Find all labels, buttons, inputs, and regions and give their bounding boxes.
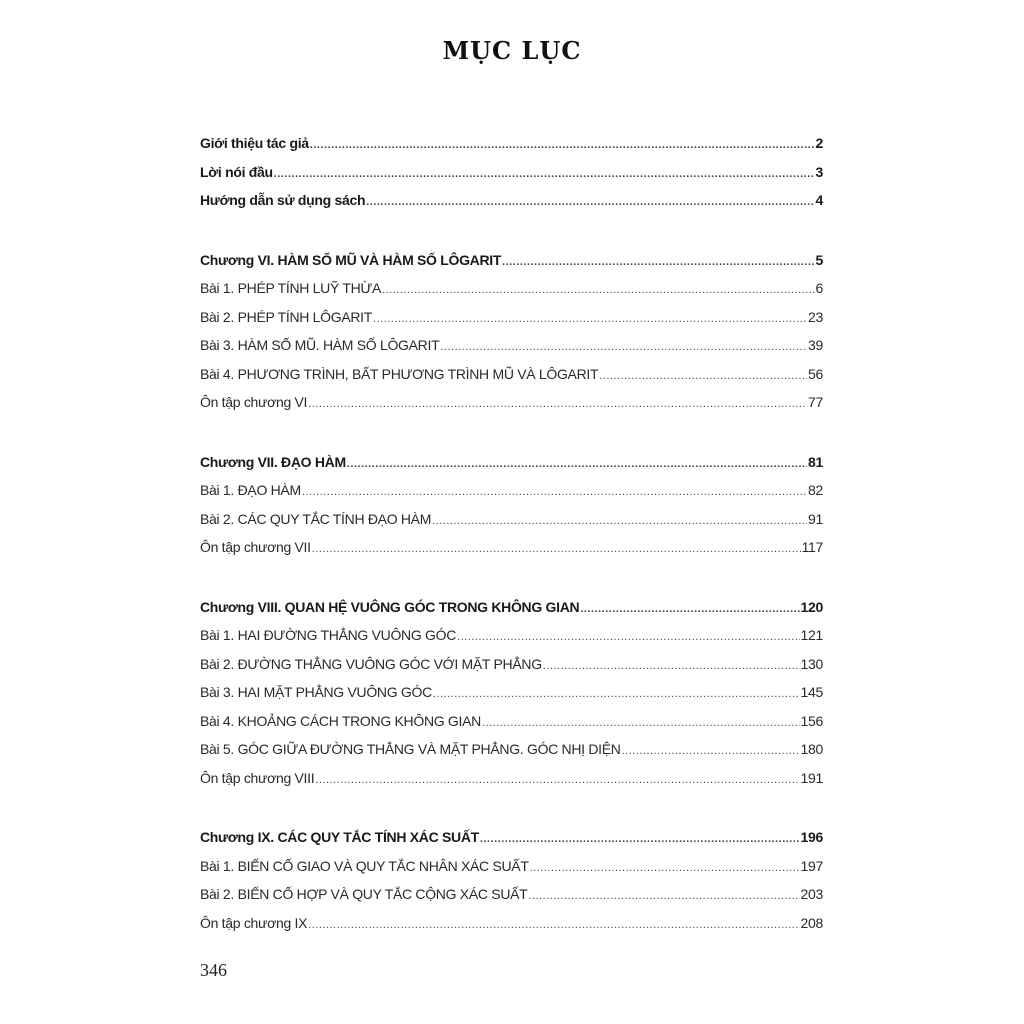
entry-label: Bài 3. HÀM SỐ MŨ. HÀM SỐ LÔGARIT xyxy=(200,337,440,353)
entry-page-number: 117 xyxy=(801,539,823,555)
dot-leader xyxy=(310,131,815,160)
entry-label: Bài 2. PHÉP TÍNH LÔGARIT xyxy=(200,308,373,325)
dot-leader xyxy=(308,911,799,940)
entry-page-number: 81 xyxy=(808,453,823,470)
dot-leader xyxy=(440,333,807,362)
entry-page-number: 82 xyxy=(808,482,823,498)
toc-entry xyxy=(200,764,823,793)
entry-page-number: 91 xyxy=(808,510,823,527)
entry-page-number: 77 xyxy=(808,394,823,410)
entry-label: Bài 5. GÓC GIỮA ĐƯỜNG THẲNG VÀ MẶT PHẲNG. GÓC NHỊ DIỆN xyxy=(200,741,621,757)
entry-page-number: 5 xyxy=(815,251,823,268)
entry-page-number: 208 xyxy=(800,914,823,931)
dot-leader xyxy=(366,188,814,217)
entry-label: Bài 1. BIẾN CỐ GIAO VÀ QUY TẮC NHÂN XÁC SUẤT xyxy=(200,857,529,874)
dot-leader xyxy=(312,535,801,564)
dot-leader xyxy=(382,276,814,305)
entry-label: Bài 1. PHÉP TÍNH LUỸ THỪA xyxy=(200,280,382,296)
toc-entry xyxy=(200,650,823,679)
toc-section xyxy=(200,823,823,937)
toc-section xyxy=(200,246,823,417)
toc-entry xyxy=(200,360,823,389)
entry-page-number: 39 xyxy=(808,337,823,353)
entry-page-number: 180 xyxy=(800,741,823,757)
toc-heading-entry xyxy=(200,129,823,158)
entry-label: Chương VII. ĐẠO HÀM xyxy=(200,453,346,470)
toc-heading-entry xyxy=(200,593,823,622)
dot-leader xyxy=(482,709,800,738)
toc-entry xyxy=(200,678,823,707)
entry-label: Chương VI. HÀM SỐ MŨ VÀ HÀM SỐ LÔGARIT xyxy=(200,251,502,268)
entry-page-number: 145 xyxy=(800,684,823,700)
toc-entry xyxy=(200,331,823,360)
entry-label: Bài 2. ĐƯỜNG THẲNG VUÔNG GÓC VỚI MẶT PHẲNG xyxy=(200,655,542,672)
entry-page-number: 130 xyxy=(800,655,823,672)
toc-entry xyxy=(200,880,823,909)
entry-page-number: 4 xyxy=(815,192,823,208)
entry-label: Giới thiệu tác giả xyxy=(200,135,309,151)
dot-leader xyxy=(274,160,815,189)
dot-leader xyxy=(528,882,799,911)
toc-entry xyxy=(200,505,823,534)
entry-page-number: 191 xyxy=(800,769,823,786)
dot-leader xyxy=(543,652,800,681)
entry-label: Lời nói đầu xyxy=(200,163,273,180)
dot-leader xyxy=(502,248,814,277)
toc-heading-entry xyxy=(200,186,823,215)
entry-page-number: 23 xyxy=(808,308,823,325)
entry-page-number: 203 xyxy=(800,886,823,902)
dot-leader xyxy=(432,507,807,536)
table-of-contents xyxy=(200,129,823,968)
dot-leader xyxy=(347,450,807,479)
entry-page-number: 156 xyxy=(800,712,823,729)
toc-section xyxy=(200,448,823,562)
dot-leader xyxy=(433,680,800,709)
entry-page-number: 56 xyxy=(808,365,823,382)
entry-label: Hướng dẫn sử dụng sách xyxy=(200,192,366,208)
dot-leader xyxy=(530,854,800,883)
dot-leader xyxy=(480,825,800,854)
page-title: MỤC LỤC xyxy=(442,36,582,65)
entry-label: Bài 2. CÁC QUY TẮC TÍNH ĐẠO HÀM xyxy=(200,510,432,527)
entry-label: Ôn tập chương VIII xyxy=(200,769,315,786)
entry-label: Bài 4. PHƯƠNG TRÌNH, BẤT PHƯƠNG TRÌNH MŨ VÀ LÔGARIT xyxy=(200,365,599,382)
toc-heading-entry xyxy=(200,448,823,477)
dot-leader xyxy=(580,595,799,624)
toc-section xyxy=(200,593,823,793)
dot-leader xyxy=(373,305,807,334)
toc-entry xyxy=(200,621,823,650)
page-number: 346 xyxy=(200,960,227,980)
entry-page-number: 196 xyxy=(800,829,823,845)
dot-leader xyxy=(315,766,799,795)
toc-heading-entry xyxy=(200,246,823,275)
toc-entry xyxy=(200,388,823,417)
toc-section xyxy=(200,129,823,215)
entry-page-number: 197 xyxy=(800,857,823,874)
toc-entry xyxy=(200,533,823,562)
toc-entry xyxy=(200,274,823,303)
entry-page-number: 120 xyxy=(800,598,823,615)
entry-page-number: 6 xyxy=(815,280,823,296)
dot-leader xyxy=(308,390,807,419)
toc-heading-entry xyxy=(200,158,823,187)
toc-entry xyxy=(200,707,823,736)
dot-leader xyxy=(457,623,800,652)
entry-label: Ôn tập chương IX xyxy=(200,914,308,931)
toc-entry xyxy=(200,852,823,881)
dot-leader xyxy=(599,362,807,391)
entry-label: Bài 4. KHOẢNG CÁCH TRONG KHÔNG GIAN xyxy=(200,712,481,729)
entry-page-number: 121 xyxy=(800,627,823,643)
entry-label: Ôn tập chương VII xyxy=(200,539,311,555)
entry-page-number: 3 xyxy=(815,163,823,180)
toc-entry xyxy=(200,735,823,764)
toc-entry xyxy=(200,909,823,938)
dot-leader xyxy=(622,737,800,766)
toc-entry xyxy=(200,303,823,332)
entry-label: Bài 2. BIẾN CỐ HỢP VÀ QUY TẮC CỘNG XÁC SUẤT xyxy=(200,886,528,902)
entry-label: Chương VIII. QUAN HỆ VUÔNG GÓC TRONG KHÔNG GIAN xyxy=(200,598,580,615)
entry-label: Ôn tập chương VI xyxy=(200,394,308,410)
entry-page-number: 2 xyxy=(815,135,823,151)
dot-leader xyxy=(302,478,807,507)
toc-entry xyxy=(200,476,823,505)
entry-label: Bài 1. HAI ĐƯỜNG THẲNG VUÔNG GÓC xyxy=(200,627,457,643)
entry-label: Chương IX. CÁC QUY TẮC TÍNH XÁC SUẤT xyxy=(200,829,479,845)
toc-heading-entry xyxy=(200,823,823,852)
entry-label: Bài 1. ĐẠO HÀM xyxy=(200,482,301,498)
entry-label: Bài 3. HAI MẶT PHẲNG VUÔNG GÓC xyxy=(200,684,432,700)
